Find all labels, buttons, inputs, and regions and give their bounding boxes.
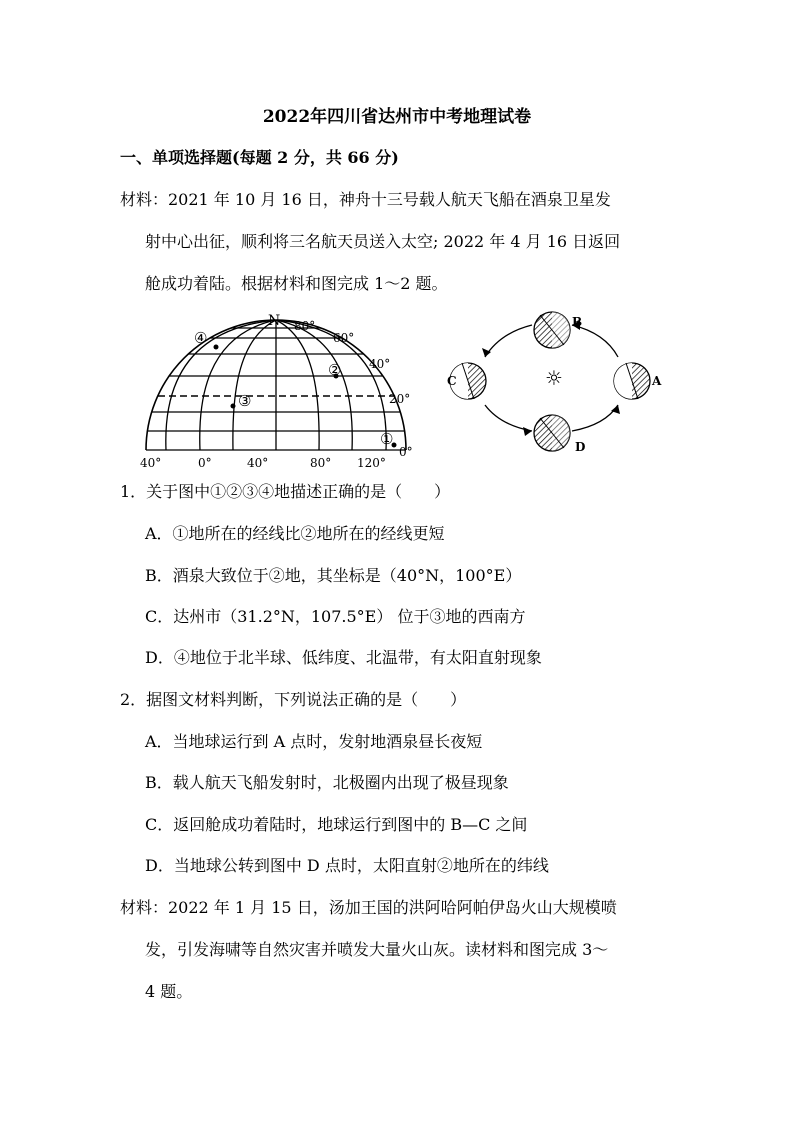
sun-icon: ☼ [545, 366, 563, 390]
point-4-label: ④ [194, 329, 208, 347]
orbit-label-b: B [572, 315, 583, 329]
question-1-option-d: D．④地位于北半球、低纬度、北温带，有太阳直射现象 [145, 648, 542, 667]
lon-label-120e: 120° [357, 456, 386, 470]
question-2-stem: 2．据图文材料判断，下列说法正确的是（ ） [120, 690, 467, 709]
orbit-label-a: A [652, 374, 662, 388]
question-1-stem: 1．关于图中①②③④地描述正确的是（ ） [120, 482, 451, 501]
lat-label-60: 60° [333, 331, 355, 345]
material-2-line-2: 发，引发海啸等自然灾害并喷发大量火山灰。读材料和图完成 3～ [145, 940, 609, 959]
orbit-label-c: C [447, 374, 457, 388]
lon-label-80e: 80° [310, 456, 332, 470]
material-1-line-3: 舱成功着陆。根据材料和图完成 1～2 题。 [145, 274, 448, 293]
question-2-option-c: C．返回舱成功着陆时，地球运行到图中的 B—C 之间 [145, 815, 528, 834]
section-heading: 一、单项选择题(每题 2 分，共 66 分) [120, 148, 399, 167]
material-2-line-1: 材料：2022 年 1 月 15 日，汤加王国的洪阿哈阿帕伊岛火山大规模喷 [120, 898, 617, 917]
question-2-option-b: B．载人航天飞船发射时，北极圈内出现了极昼现象 [145, 773, 509, 792]
point-3-label: ③ [238, 392, 252, 410]
lat-label-0: 0° [399, 445, 413, 459]
exam-title: 2022年四川省达州市中考地理试卷 [262, 107, 532, 127]
lon-label-0: 0° [198, 456, 212, 470]
material-2-line-3: 4 题。 [145, 982, 193, 1001]
question-2-option-d: D．当地球公转到图中 D 点时，太阳直射②地所在的纬线 [145, 856, 549, 875]
pole-label: N [268, 313, 281, 329]
material-1-line-1: 材料：2021 年 10 月 16 日，神舟十三号载人航天飞船在酒泉卫星发 [120, 190, 611, 209]
lon-label-40w: 40° [140, 456, 162, 470]
lat-label-20: 20° [389, 392, 411, 406]
lat-label-40: 40° [369, 357, 391, 371]
material-1-line-2: 射中心出征，顺利将三名航天员送入太空; 2022 年 4 月 16 日返回 [145, 232, 621, 251]
orbit-label-d: D [575, 440, 586, 454]
point-1-label: ① [380, 430, 394, 448]
question-1-option-c: C．达州市（31.2°N，107.5°E） 位于③地的西南方 [145, 607, 526, 626]
globe-grid-figure [136, 310, 421, 470]
lon-label-40e: 40° [247, 456, 269, 470]
question-1-option-b: B．酒泉大致位于②地，其坐标是（40°N，100°E） [145, 566, 522, 585]
lat-label-80: 80° [294, 319, 316, 333]
point-2-label: ② [328, 361, 342, 379]
question-2-option-a: A．当地球运行到 A 点时，发射地酒泉昼长夜短 [145, 732, 483, 751]
question-1-option-a: A．①地所在的经线比②地所在的经线更短 [145, 524, 445, 543]
